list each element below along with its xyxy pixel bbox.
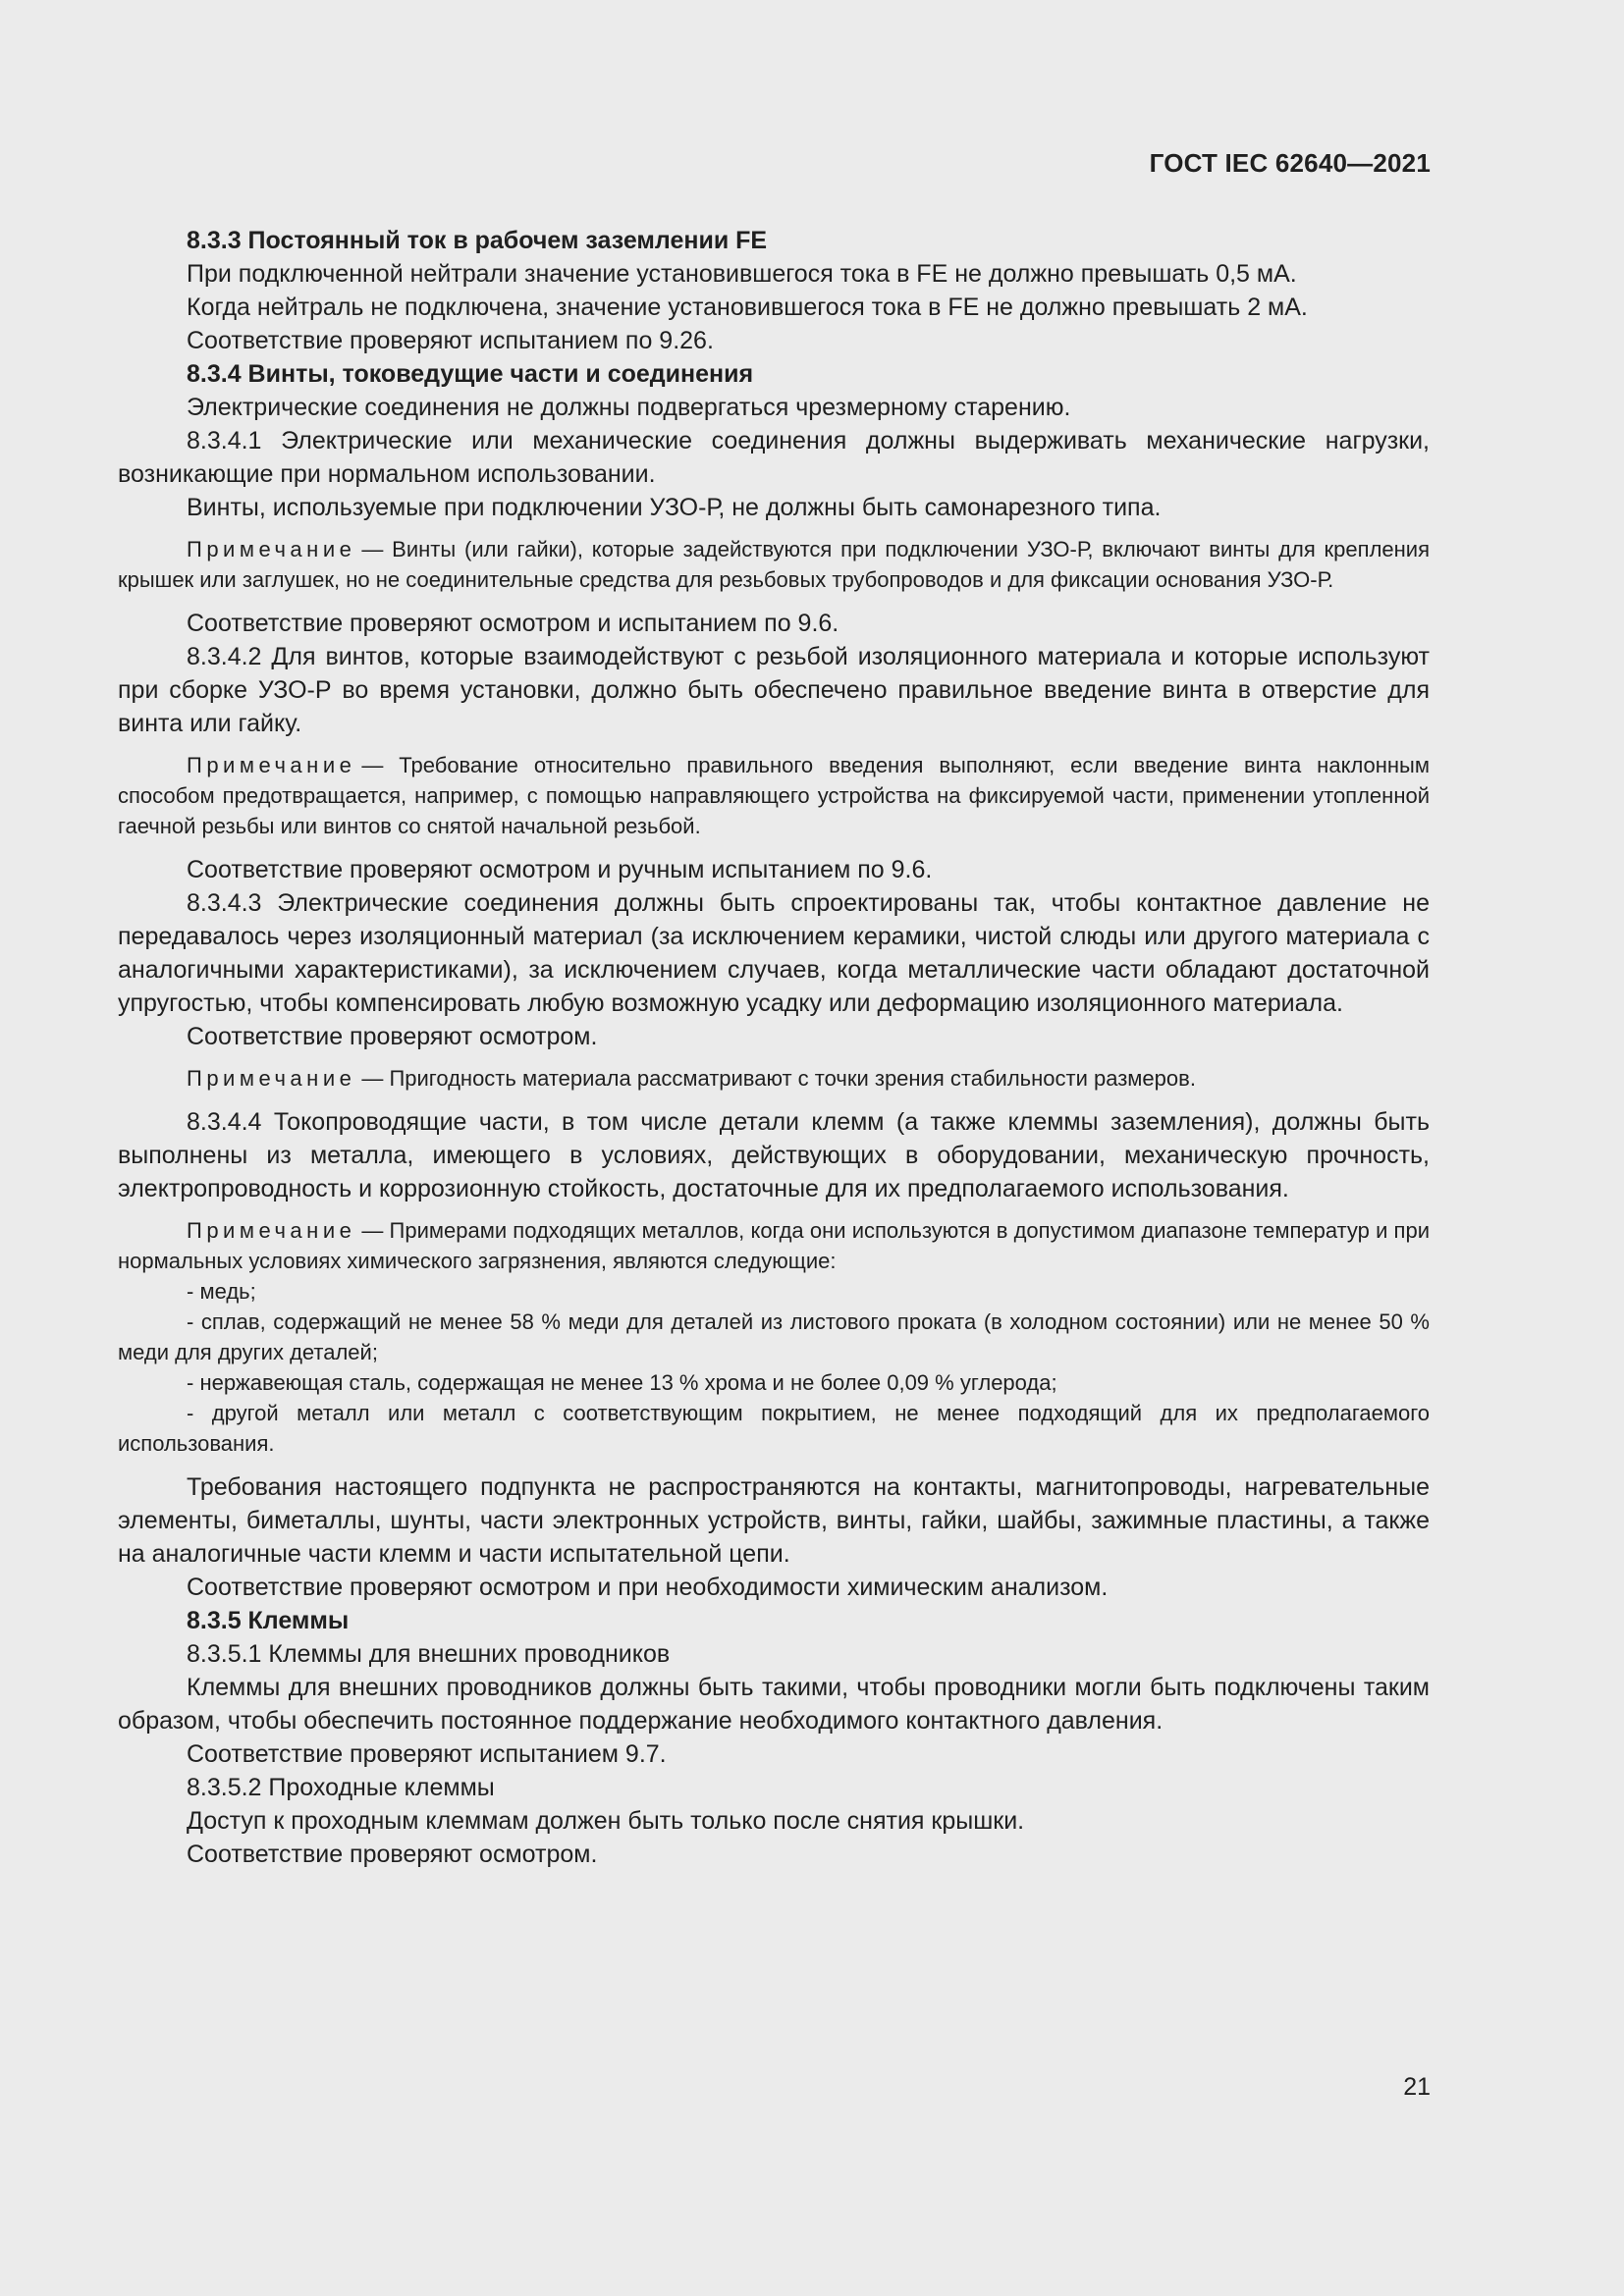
note-text: — Требование относительно правильного введения выполняют, если введение винта наклонным способом предотвращается, например, с помощью направляющего устройства на фиксируемой части, применении утопленной гаечной резьбы или винтов со снятой начальной резьбой. — [118, 753, 1430, 838]
list-item: - сплав, содержащий не менее 58 % меди для деталей из листового проката (в холодном состоянии) или не менее 50 % меди для других деталей; — [118, 1309, 1430, 1364]
paragraph: Винты, используемые при подключении УЗО-Р, не должны быть самонарезного типа. — [187, 494, 1162, 521]
paragraph: Соответствие проверяют испытанием по 9.26. — [187, 327, 714, 354]
paragraph: При подключенной нейтрали значение установившегося тока в FE не должно превышать 0,5 мА. — [187, 260, 1297, 288]
section-heading: 8.3.4 Винты, токоведущие части и соединения — [187, 360, 754, 388]
paragraph: Соответствие проверяют осмотром. — [187, 1023, 598, 1050]
list-item: - другой металл или металл с соответствующим покрытием, не менее подходящий для их предполагаемого использования. — [118, 1401, 1430, 1456]
paragraph: 8.3.5.2 Проходные клеммы — [187, 1774, 495, 1801]
note-label: Примечание — [187, 1218, 356, 1243]
note-label: Примечание — [187, 537, 356, 561]
note-label: Примечание — [187, 1066, 356, 1091]
paragraph: Соответствие проверяют испытанием 9.7. — [187, 1740, 667, 1768]
paragraph: Соответствие проверяют осмотром и испытанием по 9.6. — [187, 610, 839, 637]
paragraph: 8.3.4.1 Электрические или механические соединения должны выдерживать механические нагрузки, возникающие при нормальном использовании. — [118, 427, 1430, 488]
paragraph: Когда нейтраль не подключена, значение установившегося тока в FE не должно превышать 2 мА. — [187, 294, 1308, 321]
note — [118, 534, 1430, 595]
document-body — [118, 224, 1430, 1871]
paragraph: Доступ к проходным клеммам должен быть только после снятия крышки. — [187, 1807, 1025, 1835]
note-text: — Винты (или гайки), которые задействуются при подключении УЗО-Р, включают винты для крепления крышек или заглушек, но не соединительные средства для резьбовых трубопроводов и для фиксации основания УЗО-Р. — [118, 537, 1430, 592]
paragraph: Соответствие проверяют осмотром. — [187, 1841, 598, 1868]
paragraph: Клеммы для внешних проводников должны быть такими, чтобы проводники могли быть подключены таким образом, чтобы обеспечить постоянное поддержание необходимого контактного давления. — [118, 1674, 1430, 1735]
paragraph: 8.3.5.1 Клеммы для внешних проводников — [187, 1640, 671, 1668]
document-header: ГОСТ IEC 62640—2021 — [1149, 148, 1431, 178]
paragraph: 8.3.4.2 Для винтов, которые взаимодействуют с резьбой изоляционного материала и которые используют при сборке УЗО-Р во время установки, должно быть обеспечено правильное введение винта в отверстие для винта или гайку. — [118, 643, 1430, 737]
paragraph: Электрические соединения не должны подвергаться чрезмерному старению. — [187, 394, 1071, 421]
note — [118, 1215, 1430, 1459]
paragraph: Соответствие проверяют осмотром и ручным испытанием по 9.6. — [187, 856, 933, 883]
paragraph: 8.3.4.4 Токопроводящие части, в том числе детали клемм (а также клеммы заземления), должны быть выполнены из металла, имеющего в условиях, действующих в оборудовании, механическую прочность, электропроводность и коррозионную стойкость, достаточные для их предполагаемого использования. — [118, 1108, 1430, 1202]
note — [118, 1063, 1430, 1094]
list-item: - нержавеющая сталь, содержащая не менее 13 % хрома и не более 0,09 % углерода; — [187, 1370, 1057, 1395]
note-text: — Пригодность материала рассматривают с точки зрения стабильности размеров. — [361, 1066, 1196, 1091]
section-heading: 8.3.5 Клеммы — [187, 1607, 350, 1634]
note-label: Примечание — [187, 753, 356, 777]
paragraph: Соответствие проверяют осмотром и при необходимости химическим анализом. — [187, 1574, 1109, 1601]
page-number: 21 — [1403, 2073, 1431, 2101]
section-heading: 8.3.3 Постоянный ток в рабочем заземлении FE — [187, 227, 768, 254]
note-text: — Примерами подходящих металлов, когда они используются в допустимом диапазоне температур и при нормальных условиях химического загрязнения, являются следующие: — [118, 1218, 1430, 1273]
list-item: - медь; — [187, 1279, 256, 1304]
paragraph: Требования настоящего подпункта не распространяются на контакты, магнитопроводы, нагревательные элементы, биметаллы, шунты, части электронных устройств, винты, гайки, шайбы, зажимные пластины, а также на аналогичные части клемм и части испытательной цепи. — [118, 1473, 1430, 1568]
paragraph: 8.3.4.3 Электрические соединения должны быть спроектированы так, чтобы контактное давление не передавалось через изоляционный материал (за исключением керамики, чистой слюды или другого материала с аналогичными характеристиками), за исключением случаев, когда металлические части обладают достаточной упругостью, чтобы компенсировать любую возможную усадку или деформацию изоляционного материала. — [118, 889, 1430, 1017]
note — [118, 750, 1430, 841]
